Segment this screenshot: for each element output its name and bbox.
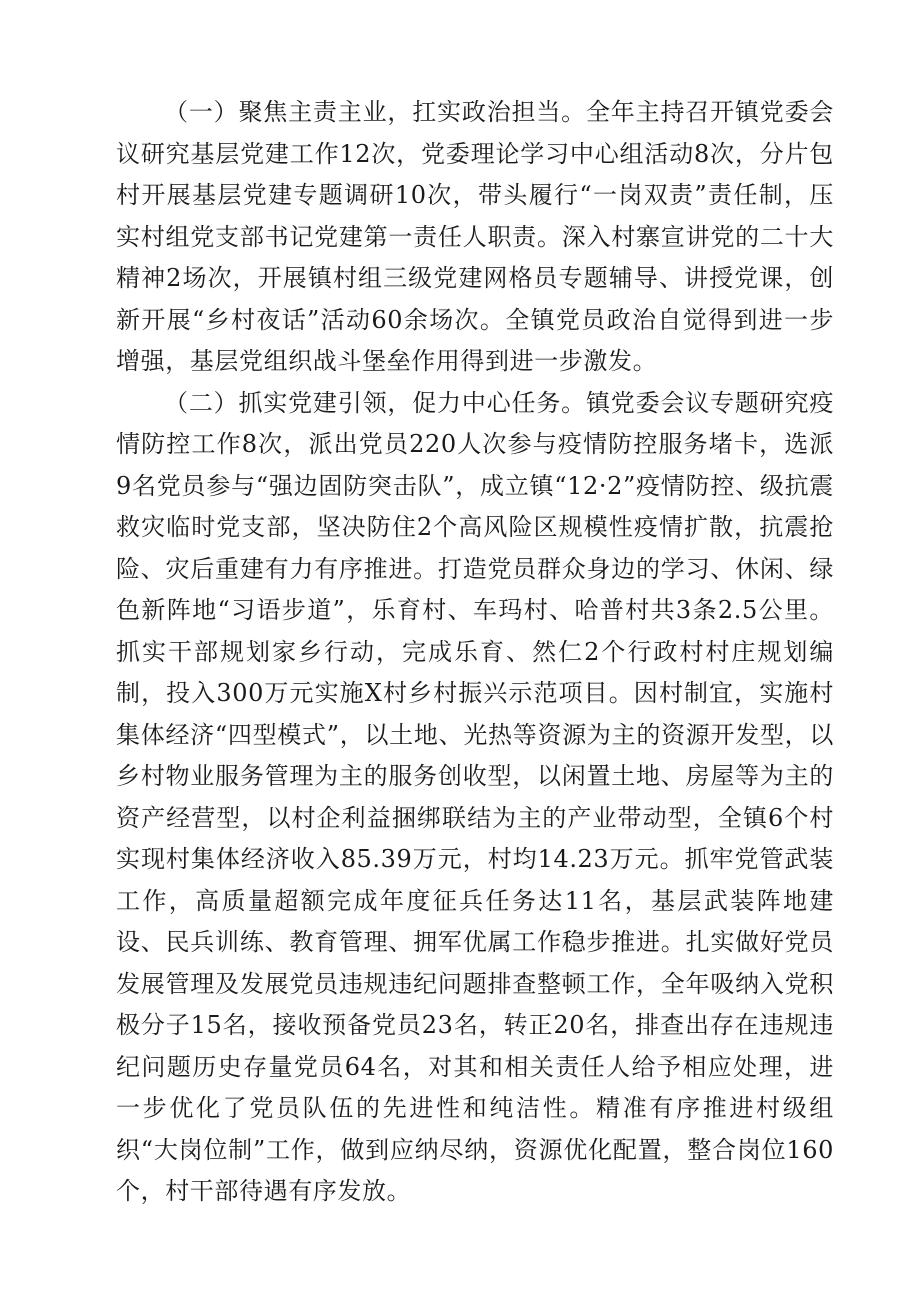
paragraph-focus-responsibility: （一）聚焦主责主业，扛实政治担当。全年主持召开镇党委会议研究基层党建工作12次，党委理论学习中心组活动8次，分片包村开展基层党建专题调研10次，带头履行“一岗双责”责任制，压实村组党支部书记党建第一责任人职责。深入村寨宣讲党的二十大精神2场次，开展镇村组三级党建网格员专题辅导、讲授党课，创新开展“乡村夜话”活动60余场次。全镇党员政治自觉得到进一步增强，基层党组织战斗堡垒作用得到进一步激发。: [116, 98, 834, 375]
paragraph-party-building-lead: （二）抓实党建引领，促力中心任务。镇党委会议专题研究疫情防控工作8次，派出党员220人次参与疫情防控服务堵卡，选派9名党员参与“强边固防突击队”，成立镇“12·2”疫情防控、级抗震救灾临时党支部，坚决防住2个高风险区规模性疫情扩散，抗震抢险、灾后重建有力有序推进。打造党员群众身边的学习、休闲、绿色新阵地“习语步道”，乐育村、车玛村、哈普村共3条2.5公里。抓实干部规划家乡行动，完成乐育、然仁2个行政村村庄规划编制，投入300万元实施X村乡村振兴示范项目。因村制宜，实施村集体经济“四型模式”，以土地、光热等资源为主的资源开发型，以乡村物业服务管理为主的服务创收型，以闲置土地、房屋等为主的资产经营型，以村企利益捆绑联结为主的产业带动型，全镇6个村实现村集体经济收入85.39万元，村均14.23万元。抓牢党管武装工作，高质量超额完成年度征兵任务达11名，基层武装阵地建设、民兵训练、教育管理、拥军优属工作稳步推进。扎实做好党员发展管理及发展党员违规违纪问题排查整顿工作，全年吸纳入党积极分子15名，接收预备党员23名，转正20名，排查出存在违规违纪问题历史存量党员64名，对其和相关责任人给予相应处理，进一步优化了党员队伍的先进性和纯洁性。精准有序推进村级组织“大岗位制”工作，做到应纳尽纳，资源优化配置，整合岗位160个，村干部待遇有序发放。: [116, 388, 834, 1205]
document-body: [116, 92, 834, 1213]
